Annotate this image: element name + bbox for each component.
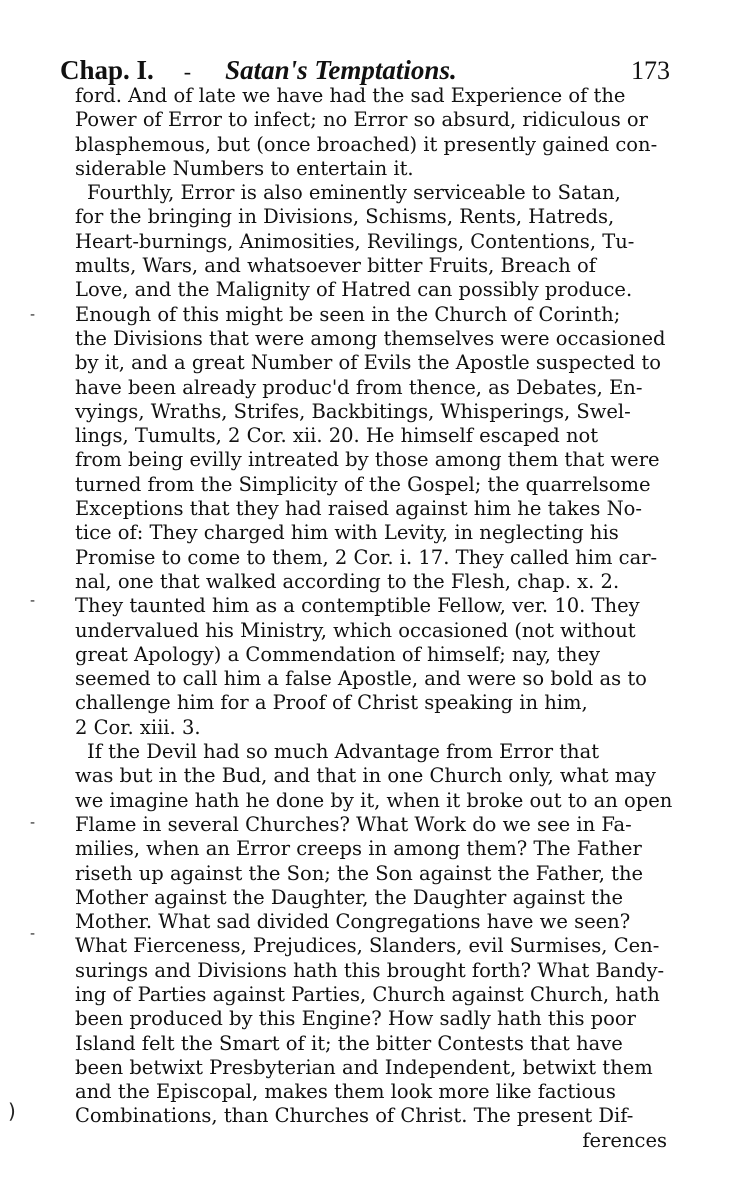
text-line: surings and Divisions hath this brought forth? What Bandy-: [75, 958, 665, 982]
text-line: If the Devil had so much Advantage from Error that: [87, 740, 600, 764]
text-line: ford. And of late we have had the sad Experience of the: [75, 84, 626, 107]
text-line: nal, one that walked according to the Flesh, chap. x. 2.: [75, 569, 620, 593]
text-line: been produced by this Engine? How sadly hath this poor: [75, 1007, 636, 1031]
margin-mark: -: [30, 926, 36, 942]
margin-mark: -: [30, 593, 36, 609]
text-line: great Apology) a Commendation of himself; nay, they: [75, 642, 601, 666]
header-separator: -: [183, 59, 192, 84]
margin-mark: -: [30, 307, 36, 323]
catchword: ferences: [582, 1128, 667, 1152]
text-line: milies, when an Error creeps in among them? The Father: [75, 837, 642, 861]
running-title: Satan's Temptations.: [225, 55, 457, 85]
text-line: Enough of this might be seen in the Church of Corinth;: [75, 302, 621, 326]
text-line: been betwixt Presbyterian and Independent, betwixt them: [75, 1055, 653, 1079]
text-line: lings, Tumults, 2 Cor. xii. 20. He himself escaped not: [75, 424, 599, 448]
margin-bracket: ): [8, 1099, 16, 1123]
text-line: What Fierceness, Prejudices, Slanders, evil Surmises, Cen-: [75, 934, 660, 958]
text-line: was but in the Bud, and that in one Church only, what may: [75, 764, 656, 788]
text-line: Fourthly, Error is also eminently serviceable to Satan,: [87, 181, 621, 205]
text-line: Exceptions that they had raised against him he takes No-: [75, 497, 643, 521]
text-line: Heart-burnings, Animosities, Revilings, Contentions, Tu-: [75, 229, 635, 253]
text-line: undervalued his Ministry, which occasioned (not without: [75, 618, 636, 642]
text-line: Island felt the Smart of it; the bitter Contests that have: [75, 1031, 623, 1055]
text-line: have been already produc'd from thence, as Debates, En-: [75, 375, 643, 399]
text-line: Mother. What sad divided Congregations have we seen?: [75, 910, 631, 934]
text-line: Promise to come to them, 2 Cor. i. 17. They called him car-: [75, 545, 658, 569]
text-line: 2 Cor. xiii. 3.: [75, 715, 201, 739]
text-line: by it, and a great Number of Evils the Apostle suspected to: [75, 351, 662, 375]
text-line: vyings, Wraths, Strifes, Backbitings, Whisperings, Swel-: [75, 399, 631, 423]
text-line: riseth up against the Son; the Son against the Father, the: [75, 861, 644, 885]
chapter-label: Chap. I.: [60, 55, 154, 85]
text-line: Power of Error to infect; no Error so absurd, ridiculous or: [75, 108, 648, 132]
text-line: They taunted him as a contemptible Fellow, ver. 10. They: [75, 594, 640, 618]
text-line: seemed to call him a false Apostle, and were so bold as to: [75, 667, 647, 691]
text-line: for the bringing in Divisions, Schisms, Rents, Hatreds,: [75, 205, 615, 229]
body-text: [75, 84, 673, 1153]
text-line: and the Episcopal, makes them look more like factious: [75, 1080, 616, 1104]
text-line: blasphemous, but (once broached) it presently gained con-: [75, 132, 658, 156]
margin-mark: -: [30, 815, 36, 831]
text-line: the Divisions that were among themselves were occasioned: [75, 326, 666, 350]
text-line: Combinations, than Churches of Christ. The present Dif-: [75, 1104, 634, 1128]
text-line: mults, Wars, and whatsoever bitter Fruits, Breach of: [75, 254, 596, 278]
running-header: [60, 52, 670, 88]
page-number: 173: [631, 56, 670, 85]
text-line: ing of Parties against Parties, Church against Church, hath: [75, 982, 660, 1006]
text-line: from being evilly intreated by those among them that were: [75, 448, 660, 472]
text-line: we imagine hath he done by it, when it broke out to an open: [75, 788, 673, 812]
text-line: turned from the Simplicity of the Gospel; the quarrelsome: [75, 472, 651, 496]
text-line: Mother against the Daughter, the Daughter against the: [75, 885, 624, 909]
text-line: Flame in several Churches? What Work do we see in Fa-: [75, 812, 632, 836]
text-line: siderable Numbers to entertain it.: [75, 156, 414, 180]
text-line: Love, and the Malignity of Hatred can possibly produce.: [75, 278, 633, 302]
text-line: tice of: They charged him with Levity, in neglecting his: [75, 521, 619, 545]
text-line: challenge him for a Proof of Christ speaking in him,: [75, 691, 588, 715]
